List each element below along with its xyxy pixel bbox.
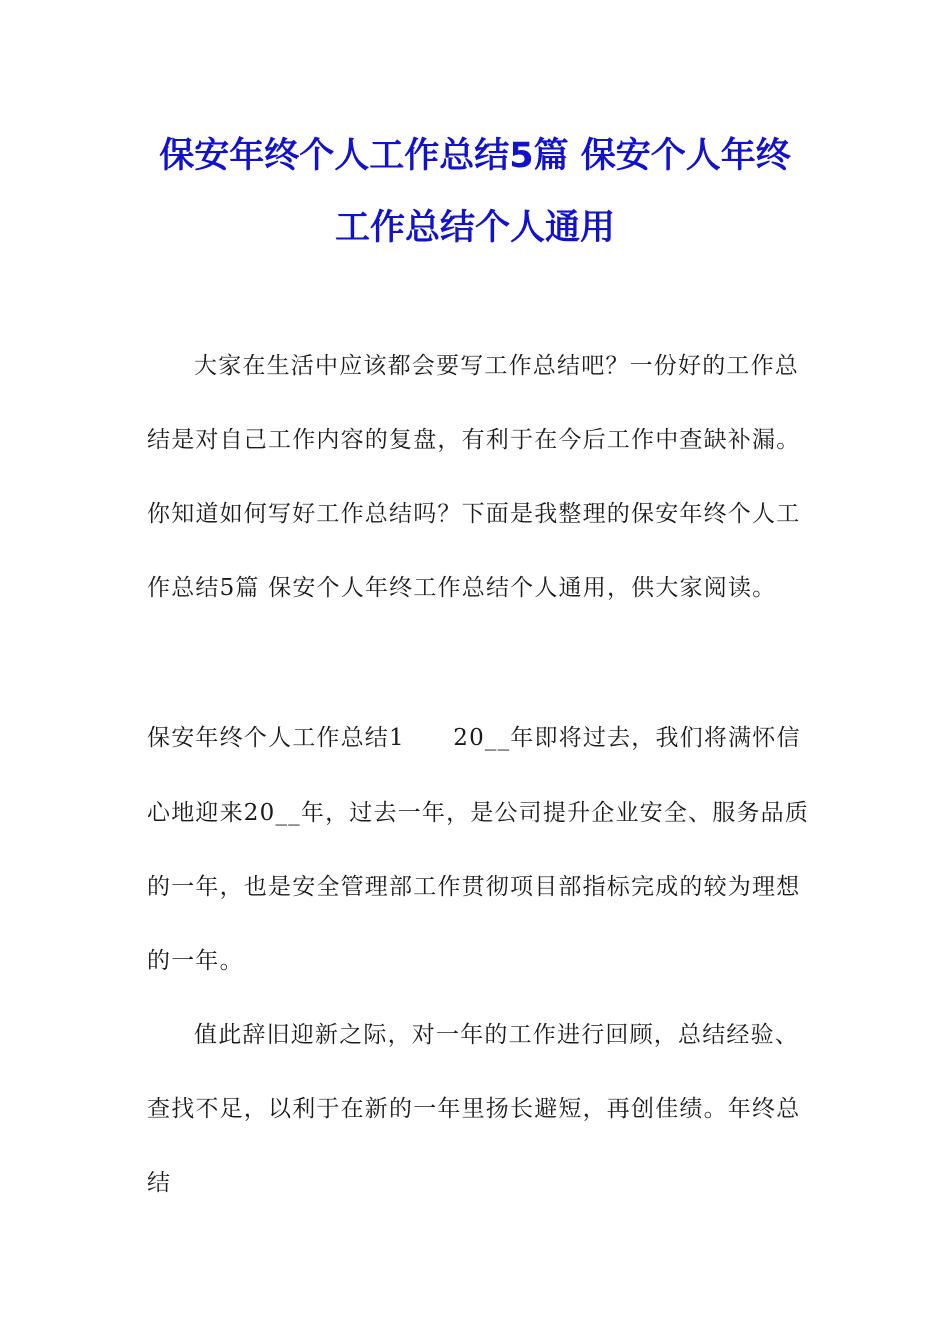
section-2-line: 查找不足，以利于在新的一年里扬长避短，再创佳绩。年终总 bbox=[147, 1096, 801, 1122]
document-title-line-2: 工作总结个人通用 bbox=[334, 208, 615, 248]
document-title-line-1: 保安年终个人工作总结5篇 保安个人年终 bbox=[159, 136, 791, 176]
intro-paragraph-line: 结是对自己工作内容的复盘，有利于在今后工作中查缺补漏。 bbox=[147, 427, 801, 453]
section-1-line: 心地迎来20__年，过去一年，是公司提升企业安全、服务品质 bbox=[147, 800, 810, 826]
intro-paragraph-line: 作总结5篇 保安个人年终工作总结个人通用，供大家阅读。 bbox=[147, 575, 777, 601]
section-1-line: 的一年，也是安全管理部工作贯彻项目部指标完成的较为理想 bbox=[147, 874, 801, 900]
intro-paragraph-line: 你知道如何写好工作总结吗？下面是我整理的保安年终个人工 bbox=[147, 501, 801, 527]
section-1-line: 保安年终个人工作总结1 20__年即将过去，我们将满怀信 bbox=[147, 725, 801, 751]
section-2-line: 结 bbox=[147, 1170, 172, 1196]
intro-paragraph-line: 大家在生活中应该都会要写工作总结吧？一份好的工作总 bbox=[194, 353, 799, 379]
section-1-line: 的一年。 bbox=[147, 948, 244, 974]
section-2-line: 值此辞旧迎新之际，对一年的工作进行回顾，总结经验、 bbox=[194, 1022, 799, 1048]
